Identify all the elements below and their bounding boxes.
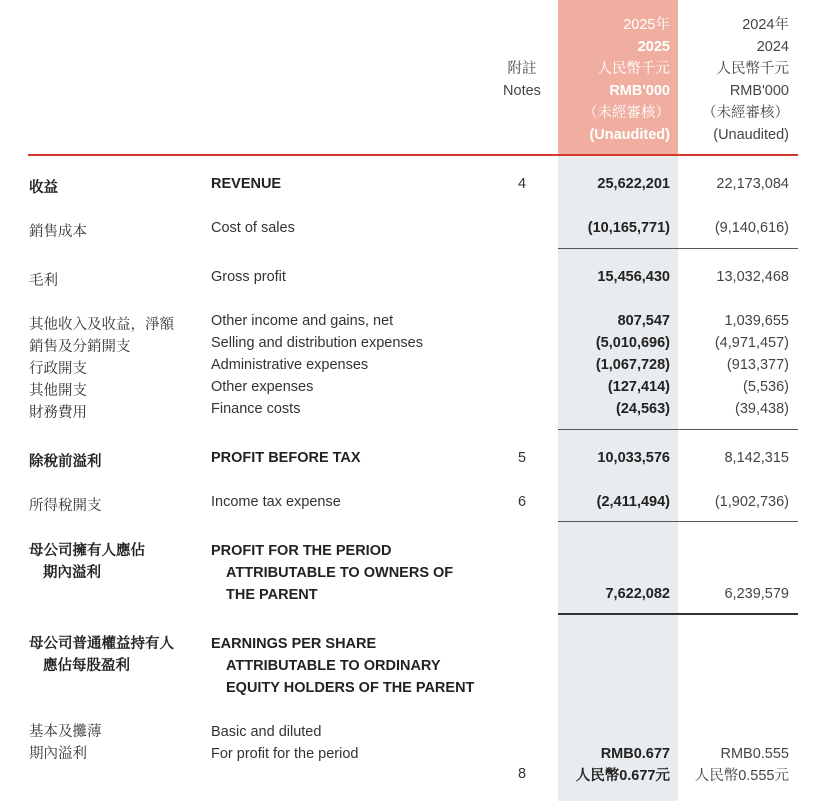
admin-previous: (913,377)	[726, 357, 789, 373]
eps-heading-en-line1: EARNINGS PER SHARE	[211, 636, 377, 652]
finance-costs-label: Finance costs	[211, 401, 301, 417]
header-divider	[28, 154, 798, 156]
eps-note: 8	[517, 766, 527, 782]
profit-owners-label	[211, 540, 453, 606]
eps-en-line1: Basic and diluted	[211, 724, 322, 740]
current-audit: (Unaudited)	[589, 127, 670, 143]
eps-label-cn	[29, 721, 102, 765]
profit-owners-label-cn	[29, 540, 145, 584]
current-year: 2025	[637, 39, 670, 55]
tax-label-cn: 所得稅開支	[29, 498, 102, 514]
eps-heading-cn-line1: 母公司普通權益持有人	[29, 636, 174, 652]
pbt-label: PROFIT BEFORE TAX	[211, 450, 361, 466]
current-audit-cn: （未經審核）	[583, 105, 670, 121]
revenue-label: REVENUE	[211, 176, 282, 192]
previous-audit-cn: （未經審核）	[702, 105, 789, 121]
revenue-label-cn: 收益	[29, 180, 58, 196]
eps-heading-cn-line2: 應佔每股盈利	[43, 658, 130, 674]
current-unit: RMB'000	[609, 83, 670, 99]
subtotal-rule	[558, 521, 798, 522]
gross-profit-label: Gross profit	[211, 269, 286, 285]
subtotal-rule	[558, 429, 798, 430]
cost-of-sales-label: Cost of sales	[211, 220, 295, 236]
eps-label	[211, 721, 359, 765]
previous-unit: RMB'000	[729, 83, 789, 99]
previous-year-cn: 2024年	[742, 17, 789, 33]
previous-unit-cn: 人民幣千元	[716, 61, 789, 77]
previous-year: 2024	[756, 39, 789, 55]
eps-cn-line1: 基本及攤薄	[29, 724, 102, 740]
selling-current: (5,010,696)	[595, 335, 670, 351]
other-expenses-label: Other expenses	[211, 379, 314, 395]
other-expenses-current: (127,414)	[607, 379, 670, 395]
selling-label: Selling and distribution expenses	[211, 335, 423, 351]
eps-previous-cn: 人民幣0.555元	[694, 768, 789, 784]
admin-label-cn: 行政開支	[29, 361, 87, 377]
previous-audit: (Unaudited)	[713, 127, 789, 143]
profit-owners-en-line2: ATTRIBUTABLE TO OWNERS OF	[226, 565, 454, 581]
gross-profit-label-cn: 毛利	[29, 273, 58, 289]
profit-owners-en-line3: THE PARENT	[226, 587, 318, 603]
eps-heading	[211, 633, 474, 699]
admin-current: (1,067,728)	[595, 357, 670, 373]
notes-header-cn: 附註	[507, 61, 537, 77]
profit-owners-cn-line2: 期內溢利	[43, 565, 101, 581]
revenue-previous: 22,173,084	[716, 176, 789, 192]
finance-costs-label-cn: 財務費用	[29, 405, 87, 421]
tax-label: Income tax expense	[211, 494, 341, 510]
eps-previous	[695, 743, 789, 787]
other-income-label: Other income and gains, net	[211, 313, 394, 329]
notes-header	[500, 58, 544, 102]
selling-label-cn: 銷售及分銷開支	[29, 339, 131, 355]
admin-label: Administrative expenses	[211, 357, 369, 373]
eps-heading-en-line2: ATTRIBUTABLE TO ORDINARY	[226, 658, 441, 674]
eps-current	[576, 743, 670, 787]
other-expenses-previous: (5,536)	[743, 379, 789, 395]
cost-of-sales-label-cn: 銷售成本	[29, 224, 87, 240]
gross-profit-previous: 13,032,468	[716, 269, 789, 285]
selling-previous: (4,971,457)	[714, 335, 789, 351]
notes-header-en: Notes	[503, 83, 541, 99]
tax-previous: (1,902,736)	[714, 494, 789, 510]
other-income-previous: 1,039,655	[724, 313, 789, 329]
revenue-current: 25,622,201	[597, 176, 670, 192]
other-expenses-label-cn: 其他開支	[29, 383, 87, 399]
cost-of-sales-current: (10,165,771)	[587, 220, 670, 236]
eps-cn-line2: 期內溢利	[29, 746, 87, 762]
revenue-note: 4	[517, 176, 527, 192]
previous-period-header	[702, 14, 789, 146]
eps-en-line2: For profit for the period	[211, 746, 359, 762]
profit-owners-previous: 6,239,579	[724, 586, 789, 602]
cost-of-sales-previous: (9,140,616)	[714, 220, 789, 236]
current-unit-cn: 人民幣千元	[597, 61, 670, 77]
tax-current: (2,411,494)	[596, 494, 670, 510]
profit-owners-current: 7,622,082	[605, 586, 670, 602]
pbt-note: 5	[517, 450, 527, 466]
total-double-rule	[558, 613, 798, 615]
current-period-header	[583, 14, 670, 146]
finance-costs-current: (24,563)	[615, 401, 670, 417]
eps-heading-cn	[29, 633, 174, 677]
eps-previous-rmb: RMB0.555	[720, 746, 789, 762]
eps-heading-en-line3: EQUITY HOLDERS OF THE PARENT	[226, 680, 475, 696]
other-income-label-cn: 其他收入及收益，淨額	[29, 317, 174, 333]
profit-owners-cn-line1: 母公司擁有人應佔	[29, 543, 145, 559]
finance-costs-previous: (39,438)	[734, 401, 789, 417]
gross-profit-current: 15,456,430	[597, 269, 670, 285]
pbt-previous: 8,142,315	[724, 450, 789, 466]
profit-owners-en-line1: PROFIT FOR THE PERIOD	[211, 543, 392, 559]
eps-current-rmb: RMB0.677	[600, 746, 670, 762]
eps-current-cn: 人民幣0.677元	[575, 768, 670, 784]
current-year-cn: 2025年	[623, 17, 670, 33]
tax-note: 6	[517, 494, 527, 510]
subtotal-rule	[558, 248, 798, 249]
other-income-current: 807,547	[617, 313, 670, 329]
pbt-current: 10,033,576	[597, 450, 670, 466]
pbt-label-cn: 除稅前溢利	[29, 454, 102, 470]
